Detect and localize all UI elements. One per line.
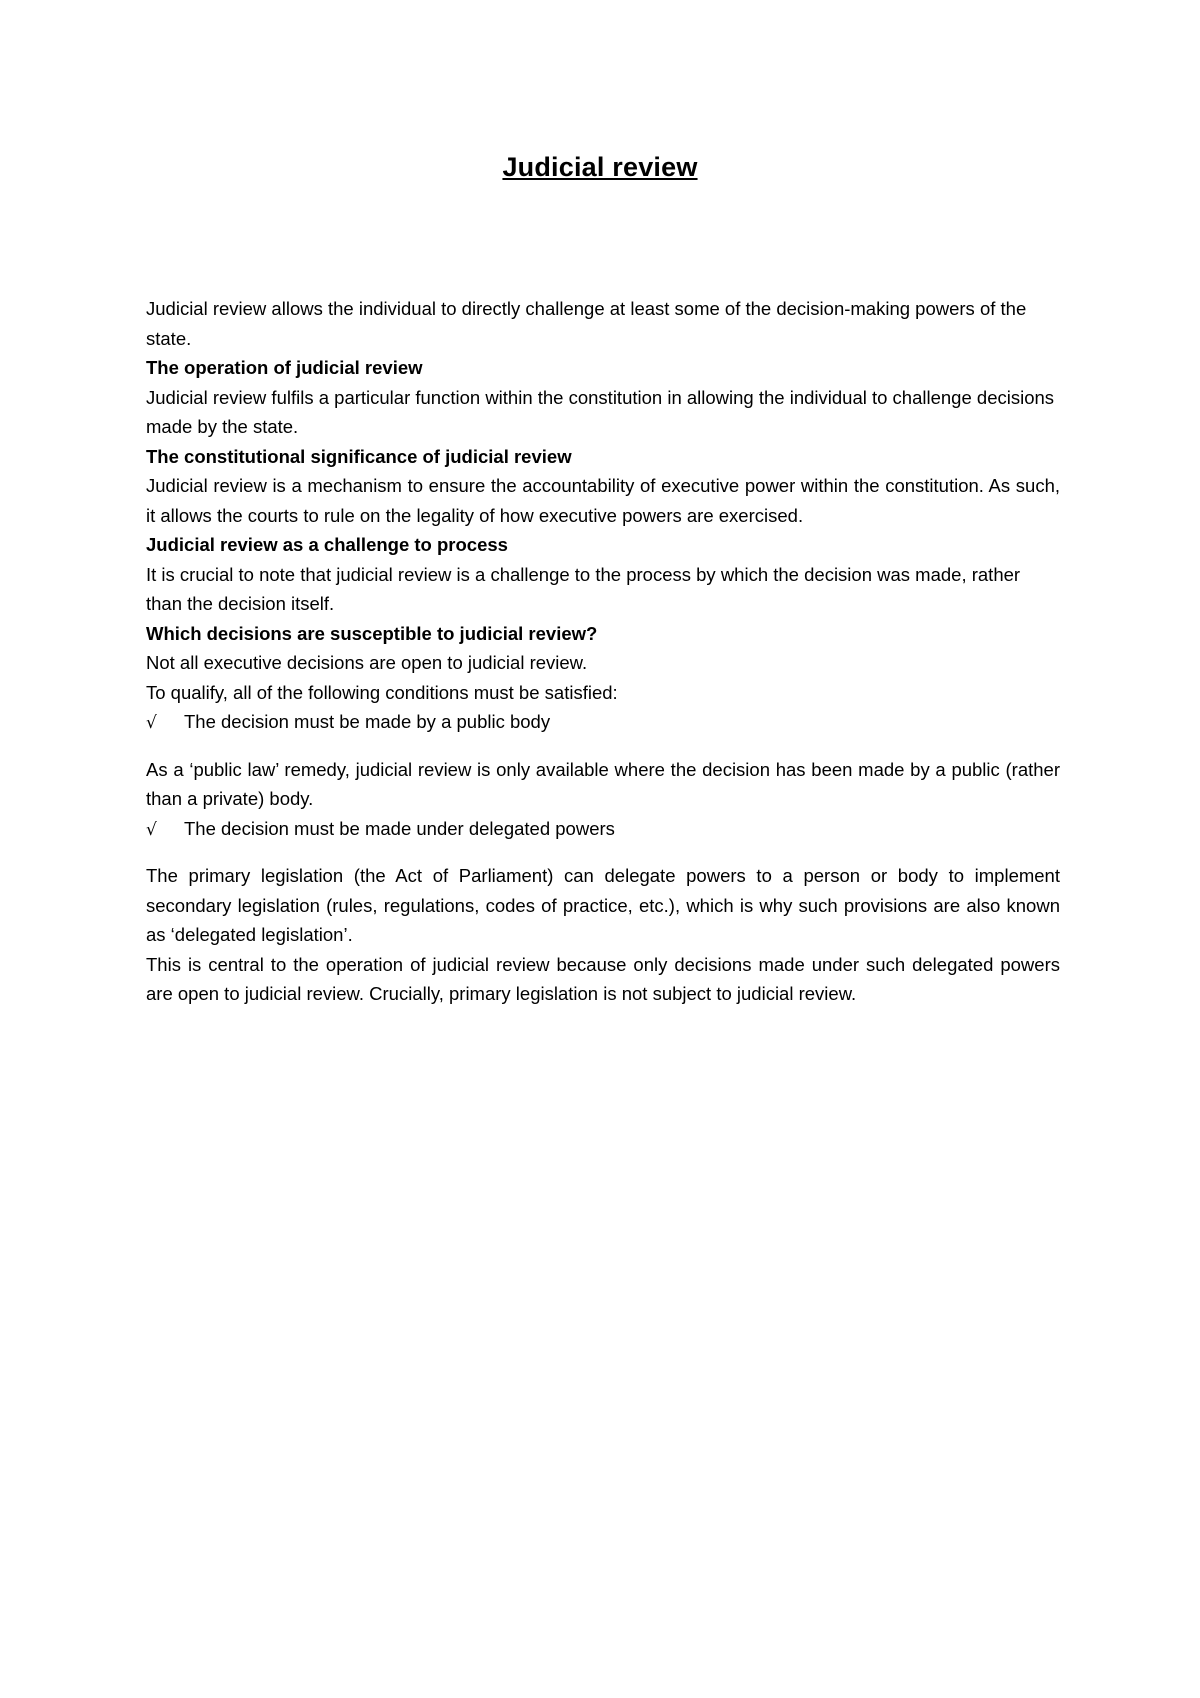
condition-text-delegated-powers: The primary legislation (the Act of Parliament) can delegate powers to a person or body to implement secondary legislation (rules, regulations, codes of practice, etc.), which is why such provisions are also known as ‘delegated legislation’.	[146, 865, 1060, 945]
condition-label-delegated-powers: The decision must be made under delegated powers	[184, 817, 615, 839]
condition-item-public-body	[146, 707, 1060, 739]
page-title: Judicial review	[502, 152, 698, 182]
section-heading-significance: The constitutional significance of judicial review	[146, 445, 572, 467]
section-heading-process: Judicial review as a challenge to process	[146, 534, 508, 555]
section-heading-operation: The operation of judicial review	[146, 357, 423, 378]
checkmark-icon: √	[146, 713, 157, 733]
checkmark-icon: √	[146, 819, 157, 840]
condition-label-public-body: The decision must be made by a public body	[184, 711, 551, 732]
section-heading-susceptible: Which decisions are susceptible to judicial review?	[146, 622, 598, 644]
section-body-significance: Judicial review is a mechanism to ensure the accountability of executive power within the constitution. As such, it allows the courts to rule on the legality of how executive powers are exercised.	[146, 475, 1060, 526]
section-body-operation: Judicial review fulfils a particular function within the constitution in allowing the individual to challenge decisions made by the state.	[146, 386, 1055, 437]
section-para-to-qualify: To qualify, all of the following conditions must be satisfied:	[146, 681, 618, 703]
intro-paragraph: Judicial review allows the individual to directly challenge at least some of the decision-making powers of the state.	[146, 298, 1027, 349]
section-body-process: It is crucial to note that judicial review is a challenge to the process by which the decision was made, rather than the decision itself.	[146, 563, 1021, 614]
condition-text-public-body: As a ‘public law’ remedy, judicial review is only available where the decision has been made by a public (rather than a private) body.	[146, 758, 1060, 809]
condition-text-delegated-powers-2: This is central to the operation of judicial review because only decisions made under such delegated powers are open to judicial review. Crucially, primary legislation is not subject to judicial review.	[146, 953, 1060, 1004]
condition-item-delegated-powers	[146, 814, 1060, 846]
document-body	[146, 294, 1060, 1009]
section-para-not-all: Not all executive decisions are open to judicial review.	[146, 652, 588, 673]
